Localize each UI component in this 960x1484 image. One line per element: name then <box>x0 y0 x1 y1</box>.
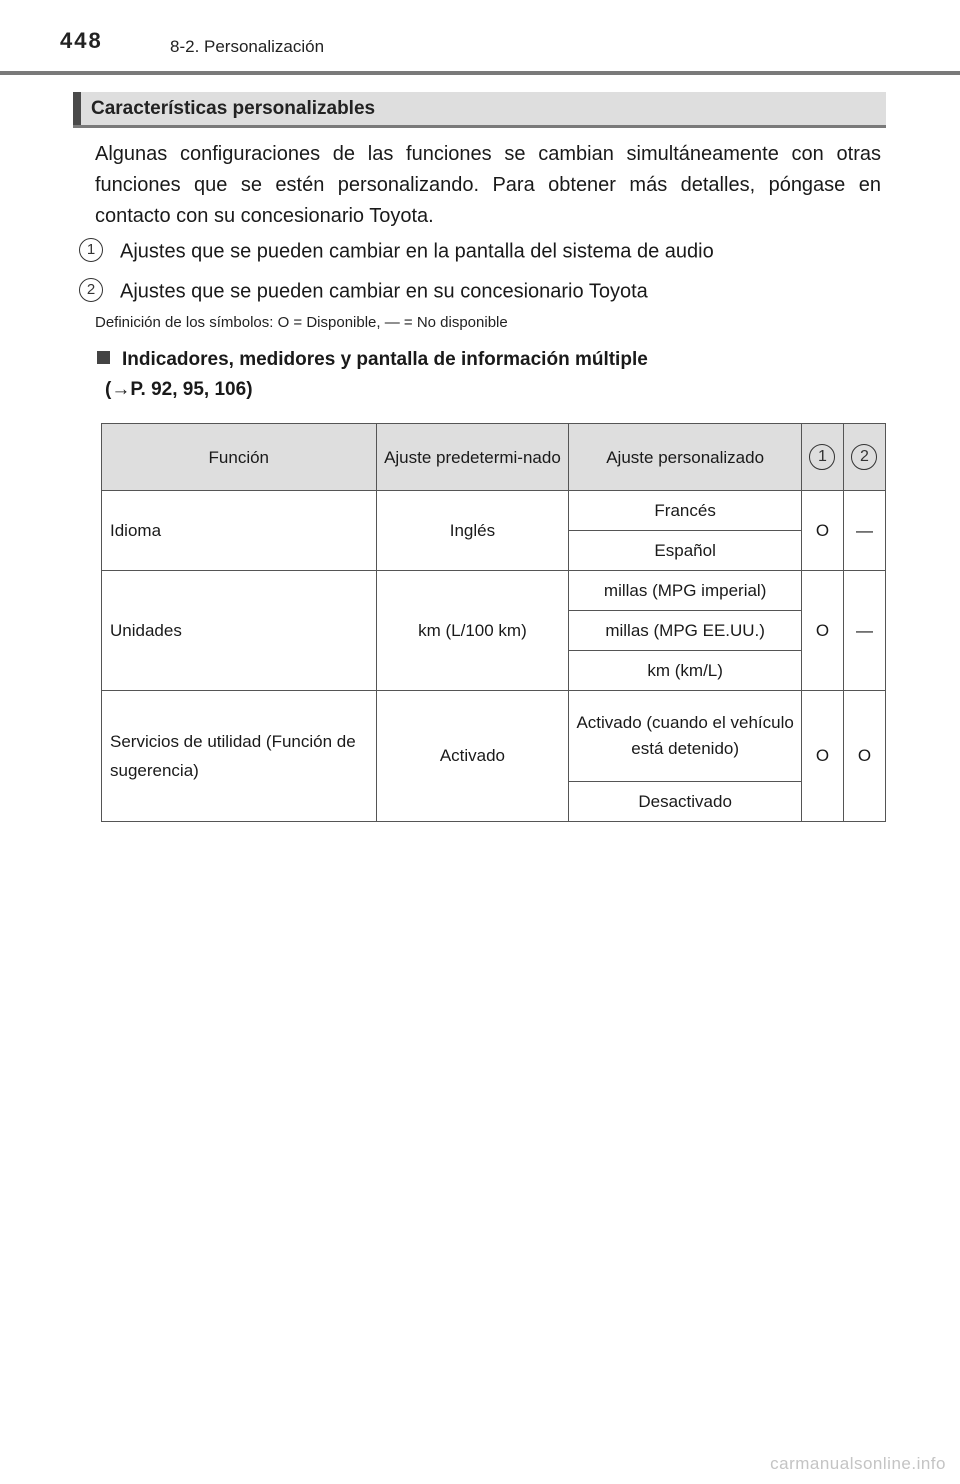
section-title: Características personalizables <box>91 98 376 119</box>
cell-default: Inglés <box>376 491 569 571</box>
numbered-item-1 <box>79 240 714 264</box>
cell-function: Unidades <box>102 571 377 691</box>
symbol-definitions: Definición de los símbolos: O = Disponible, — = No disponible <box>95 314 508 331</box>
header-function: Función <box>102 424 377 491</box>
cell-option: Español <box>569 531 802 571</box>
header-rule <box>0 71 960 75</box>
cell-col-1: O <box>801 571 843 691</box>
table-header-row <box>102 424 886 491</box>
table-row <box>102 571 886 611</box>
numbered-item-2 <box>79 280 648 304</box>
cell-function: Servicios de utilidad (Función de sugerencia) <box>102 691 377 822</box>
circled-number-2-icon: 2 <box>79 278 103 302</box>
section-banner-bar <box>73 92 81 125</box>
intro-paragraph: Algunas configuraciones de las funciones se cambian simultáneamente con otras funciones que se estén personalizando. Para obtener más detalles, póngase en contacto con su concesionario Toyota. <box>95 143 881 227</box>
cell-col-2: — <box>843 571 885 691</box>
cell-option: Francés <box>569 491 802 531</box>
watermark: carmanualsonline.info <box>770 1454 946 1473</box>
cell-col-2: — <box>843 491 885 571</box>
section-path: 8-2. Personalización <box>170 37 325 56</box>
page-reference: (→P. 92, 95, 106) <box>105 379 253 400</box>
header-col-2 <box>843 424 885 491</box>
cell-option: millas (MPG imperial) <box>569 571 802 611</box>
section-banner <box>73 92 886 128</box>
cell-default: km (L/100 km) <box>376 571 569 691</box>
numbered-item-text: Ajustes que se pueden cambiar en su concesionario Toyota <box>120 280 648 303</box>
cell-default: Activado <box>376 691 569 822</box>
cell-option: millas (MPG EE.UU.) <box>569 611 802 651</box>
subheading-title: Indicadores, medidores y pantalla de información múltiple <box>122 349 648 370</box>
header-default: Ajuste predetermi-nado <box>376 424 569 491</box>
numbered-item-text: Ajustes que se pueden cambiar en la pantalla del sistema de audio <box>120 240 714 263</box>
cell-option: Desactivado <box>569 782 802 822</box>
settings-table <box>101 423 886 822</box>
header-custom: Ajuste personalizado <box>569 424 802 491</box>
subheading <box>97 345 857 405</box>
circled-number-1-icon: 1 <box>809 444 835 470</box>
cell-col-1: O <box>801 691 843 822</box>
cell-function: Idioma <box>102 491 377 571</box>
cell-col-2: O <box>843 691 885 822</box>
cell-col-1: O <box>801 491 843 571</box>
table-row <box>102 691 886 782</box>
cell-option: Activado (cuando el vehículo está detenido) <box>569 691 802 782</box>
page-number: 448 <box>60 28 103 53</box>
table-row <box>102 491 886 531</box>
circled-number-2-icon: 2 <box>851 444 877 470</box>
circled-number-1-icon: 1 <box>79 238 103 262</box>
header-col-1 <box>801 424 843 491</box>
cell-option: km (km/L) <box>569 651 802 691</box>
square-bullet-icon <box>97 351 110 364</box>
